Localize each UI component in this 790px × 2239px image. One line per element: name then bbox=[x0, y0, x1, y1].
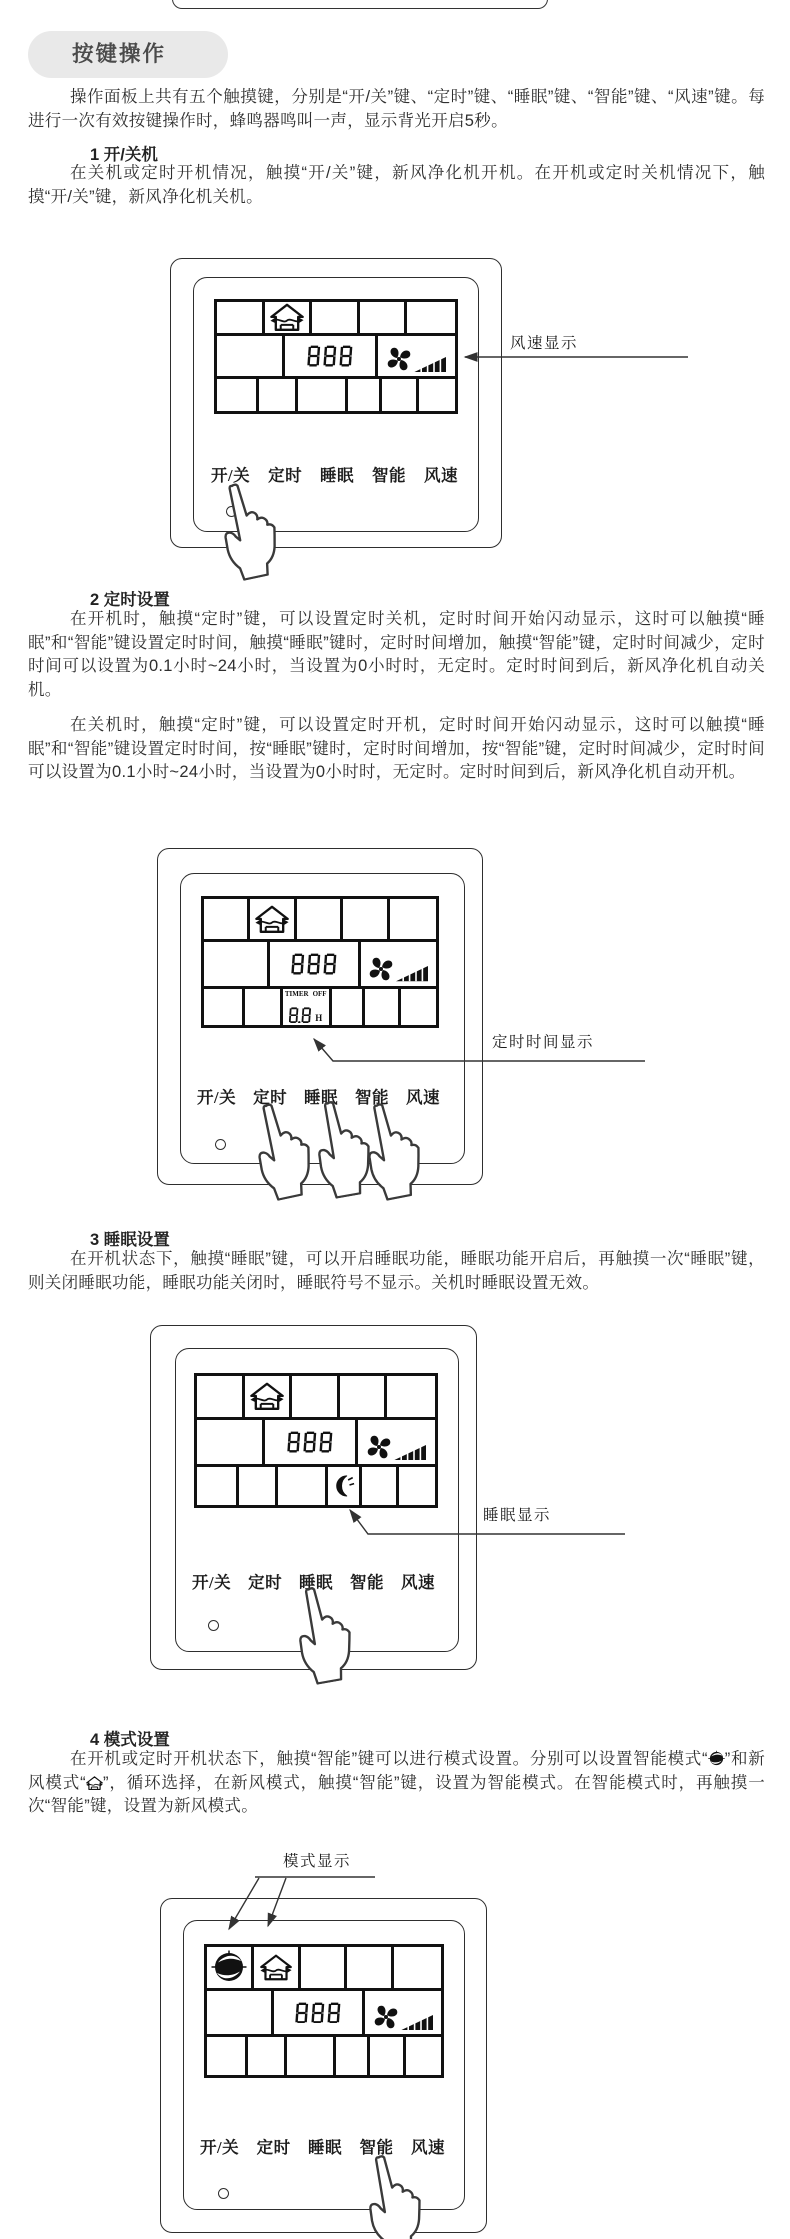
lcd-cell bbox=[401, 989, 436, 1025]
timer-label: TIMER bbox=[284, 989, 309, 998]
sleep-paragraph: 在开机状态下，触摸“睡眠”键，可以开启睡眠功能，睡眠功能开启后，再触摸一次“睡眠”键，则关闭睡眠功能，睡眠功能关闭时，睡眠符号不显示。关机时睡眠设置无效。 bbox=[28, 1250, 765, 1292]
sleep-callout-label: 睡眠显示 bbox=[483, 1507, 552, 1524]
lcd-cell bbox=[259, 379, 298, 411]
lcd-cell bbox=[348, 379, 383, 411]
timer-hour-unit: H bbox=[315, 1013, 323, 1023]
sleep-key-label: 睡眠 bbox=[299, 1573, 334, 1592]
lcd-cell bbox=[239, 1467, 278, 1505]
fan-blades-icon bbox=[366, 1434, 392, 1460]
lcd-cell bbox=[217, 302, 265, 333]
smart-key-label: 智能 bbox=[372, 466, 406, 485]
speed-wedge-icon bbox=[394, 1445, 426, 1460]
lcd-cell bbox=[332, 989, 366, 1025]
power-key-label: 开/关 bbox=[211, 466, 251, 485]
speed-wedge-icon bbox=[414, 357, 446, 372]
digital-888 bbox=[307, 345, 353, 367]
lcd-cell bbox=[265, 1420, 358, 1464]
heading-power: 1 开/关机 bbox=[90, 146, 158, 164]
mode-paragraph-text: ”和新风模式“ bbox=[28, 1750, 765, 1792]
lcd-cell bbox=[298, 379, 348, 411]
lcd-cell bbox=[287, 2037, 336, 2075]
smart-key-label: 智能 bbox=[359, 2138, 394, 2157]
lcd-cell bbox=[245, 1376, 293, 1417]
figure-timer-panel bbox=[157, 848, 483, 1185]
lcd-cell bbox=[370, 2037, 406, 2075]
lcd-cell-smart-mode bbox=[207, 1947, 254, 1988]
digital-888 bbox=[287, 1431, 333, 1453]
speed-key-label: 风速 bbox=[405, 1088, 440, 1107]
heading-mode: 4 模式设置 bbox=[90, 1731, 170, 1749]
panel-inner-frame bbox=[183, 1920, 465, 2210]
lcd-cell bbox=[278, 1467, 328, 1505]
lcd-cell bbox=[387, 1376, 435, 1417]
lcd-cell bbox=[343, 899, 389, 939]
house-circulation-icon bbox=[250, 1382, 284, 1411]
lcd-cell bbox=[274, 1991, 365, 2034]
mode-paragraph bbox=[28, 1748, 765, 1819]
house-circulation-icon bbox=[260, 1954, 292, 1981]
mode-paragraph-text: 在开机或定时开机状态下，触摸“智能”键可以进行模式设置。分别可以设置智能模式“ bbox=[70, 1750, 708, 1768]
lcd-cell-fan-speed bbox=[358, 1420, 435, 1464]
house-circulation-icon bbox=[270, 303, 304, 332]
lcd-cell bbox=[197, 1376, 245, 1417]
lcd-cell bbox=[217, 336, 285, 376]
timer-paragraph-1: 在开机时，触摸“定时”键，可以设置定时关机，定时时间开始闪动显示，这时可以触摸“睡眠”和“智能”键设置定时时间，触摸“睡眠”键时，定时时间增加，触摸“智能”键，定时时间减少，定时时间可以设置为0.1小时~24小时，当设置为0小时时，无定时。定时时间到后，新风净化机自动关机。 bbox=[28, 610, 765, 699]
speed-wedge-icon bbox=[396, 966, 428, 981]
lcd-cell bbox=[312, 302, 360, 333]
figure-mode-panel bbox=[160, 1898, 487, 2233]
lcd-display bbox=[214, 299, 458, 414]
indicator-dot bbox=[208, 1620, 219, 1631]
timer-paragraph-2: 在关机时，触摸“定时”键，可以设置定时开机，定时时间开始闪动显示，这时可以触摸“睡眠”和“智能”键设置定时时间，按“睡眠”键时，定时时间增加，按“智能”键，定时时间减少，定时时间可以设置为0.1小时~24小时，当设置为0小时时，无定时。定时时间到后，新风净化机自动开机。 bbox=[28, 716, 765, 781]
speed-key-label: 风速 bbox=[423, 466, 458, 485]
lcd-cell bbox=[217, 379, 259, 411]
lcd-cell bbox=[250, 899, 296, 939]
lcd-cell bbox=[197, 1467, 239, 1505]
lcd-cell bbox=[292, 1376, 340, 1417]
house-circulation-icon bbox=[86, 1776, 103, 1790]
digital-888 bbox=[291, 953, 337, 975]
lcd-cell-fan-speed bbox=[361, 942, 436, 985]
indicator-dot bbox=[215, 1139, 226, 1150]
heading-sleep: 3 睡眠设置 bbox=[90, 1231, 170, 1249]
house-circulation-icon bbox=[255, 905, 289, 934]
digital-8-8 bbox=[289, 1007, 313, 1023]
mode-callout-label: 模式显示 bbox=[283, 1853, 352, 1870]
lcd-cell bbox=[336, 2037, 370, 2075]
timer-key-label: 定时 bbox=[268, 466, 303, 485]
sleep-key-label: 睡眠 bbox=[304, 1088, 339, 1107]
timer-callout-line bbox=[305, 1028, 650, 1066]
lcd-cell bbox=[197, 1420, 265, 1464]
smart-key-label: 智能 bbox=[350, 1573, 384, 1592]
lcd-cell-fan-speed bbox=[365, 1991, 441, 2034]
lcd-cell bbox=[204, 942, 270, 985]
lcd-cell bbox=[254, 1947, 301, 1988]
lcd-cell bbox=[301, 1947, 348, 1988]
timer-key-label: 定时 bbox=[253, 1088, 288, 1107]
lcd-cell bbox=[340, 1376, 388, 1417]
timer-time-callout-label: 定时时间显示 bbox=[492, 1034, 595, 1051]
previous-figure-edge bbox=[172, 0, 548, 9]
lcd-cell bbox=[407, 302, 455, 333]
speed-key-label: 风速 bbox=[400, 1573, 435, 1592]
lcd-cell bbox=[406, 2037, 441, 2075]
lcd-cell bbox=[204, 899, 250, 939]
fan-speed-callout-label: 风速显示 bbox=[510, 335, 579, 352]
lcd-cell bbox=[265, 302, 313, 333]
timer-key-label: 定时 bbox=[256, 2138, 291, 2157]
section-title-pill bbox=[28, 31, 228, 78]
lcd-cell bbox=[285, 336, 378, 376]
lcd-cell-fan-speed bbox=[378, 336, 455, 376]
lcd-cell bbox=[270, 942, 360, 985]
digital-888 bbox=[295, 2002, 341, 2024]
mode-callout-lines bbox=[213, 1871, 378, 1941]
lcd-cell bbox=[248, 2037, 287, 2075]
lcd-cell bbox=[382, 379, 419, 411]
lcd-cell-timer bbox=[283, 989, 332, 1025]
smart-mode-circle-icon bbox=[211, 1949, 247, 1985]
power-key-label: 开/关 bbox=[192, 1573, 232, 1592]
lcd-cell bbox=[207, 1991, 274, 2034]
lcd-cell bbox=[347, 1947, 394, 1988]
mode-paragraph-text: ”，循环选择，在新风模式，触摸“智能”键，设置为智能模式。在智能模式时，再触摸一次“智能”键，设置为新风模式。 bbox=[28, 1773, 765, 1815]
timer-key-label: 定时 bbox=[248, 1573, 283, 1592]
power-key-label: 开/关 bbox=[200, 2138, 240, 2157]
lcd-cell bbox=[390, 899, 436, 939]
power-paragraph: 在关机或定时开机情况，触摸“开/关”键，新风净化机开机。在开机或定时关机情况下，触摸“开/关”键，新风净化机关机。 bbox=[28, 164, 765, 206]
power-key-label: 开/关 bbox=[197, 1088, 237, 1107]
figure-power-panel bbox=[170, 258, 502, 548]
smart-key-label: 智能 bbox=[355, 1088, 389, 1107]
lcd-cell bbox=[419, 379, 455, 411]
lcd-display bbox=[194, 1373, 438, 1508]
lcd-cell bbox=[204, 989, 245, 1025]
lcd-cell bbox=[245, 989, 283, 1025]
sleep-key-label: 睡眠 bbox=[320, 466, 355, 485]
figure-sleep-panel bbox=[150, 1325, 477, 1670]
speed-wedge-icon bbox=[401, 2015, 433, 2030]
fan-blades-icon bbox=[368, 956, 394, 982]
speed-key-label: 风速 bbox=[410, 2138, 445, 2157]
lcd-cell bbox=[207, 2037, 248, 2075]
indicator-dot bbox=[218, 2188, 229, 2199]
timer-off-label: OFF bbox=[312, 989, 327, 998]
fan-blades-icon bbox=[386, 346, 412, 372]
section-title: 按键操作 bbox=[72, 42, 167, 66]
heading-timer: 2 定时设置 bbox=[90, 591, 170, 609]
smart-mode-circle-icon bbox=[708, 1750, 725, 1767]
lcd-cell bbox=[360, 302, 408, 333]
sleep-key-label: 睡眠 bbox=[308, 2138, 343, 2157]
intro-paragraph: 操作面板上共有五个触摸键，分别是“开/关”键、“定时”键、“睡眠”键、“智能”键、“风速”键。每进行一次有效按键操作时，蜂鸣器鸣叫一声，显示背光开启5秒。 bbox=[28, 88, 765, 130]
lcd-cell bbox=[394, 1947, 441, 1988]
fan-blades-icon bbox=[373, 2004, 399, 2030]
lcd-cell bbox=[365, 989, 401, 1025]
lcd-cell bbox=[297, 899, 343, 939]
crescent-moon-icon bbox=[333, 1474, 355, 1498]
lcd-display bbox=[201, 896, 439, 1028]
lcd-display bbox=[204, 1944, 444, 2078]
